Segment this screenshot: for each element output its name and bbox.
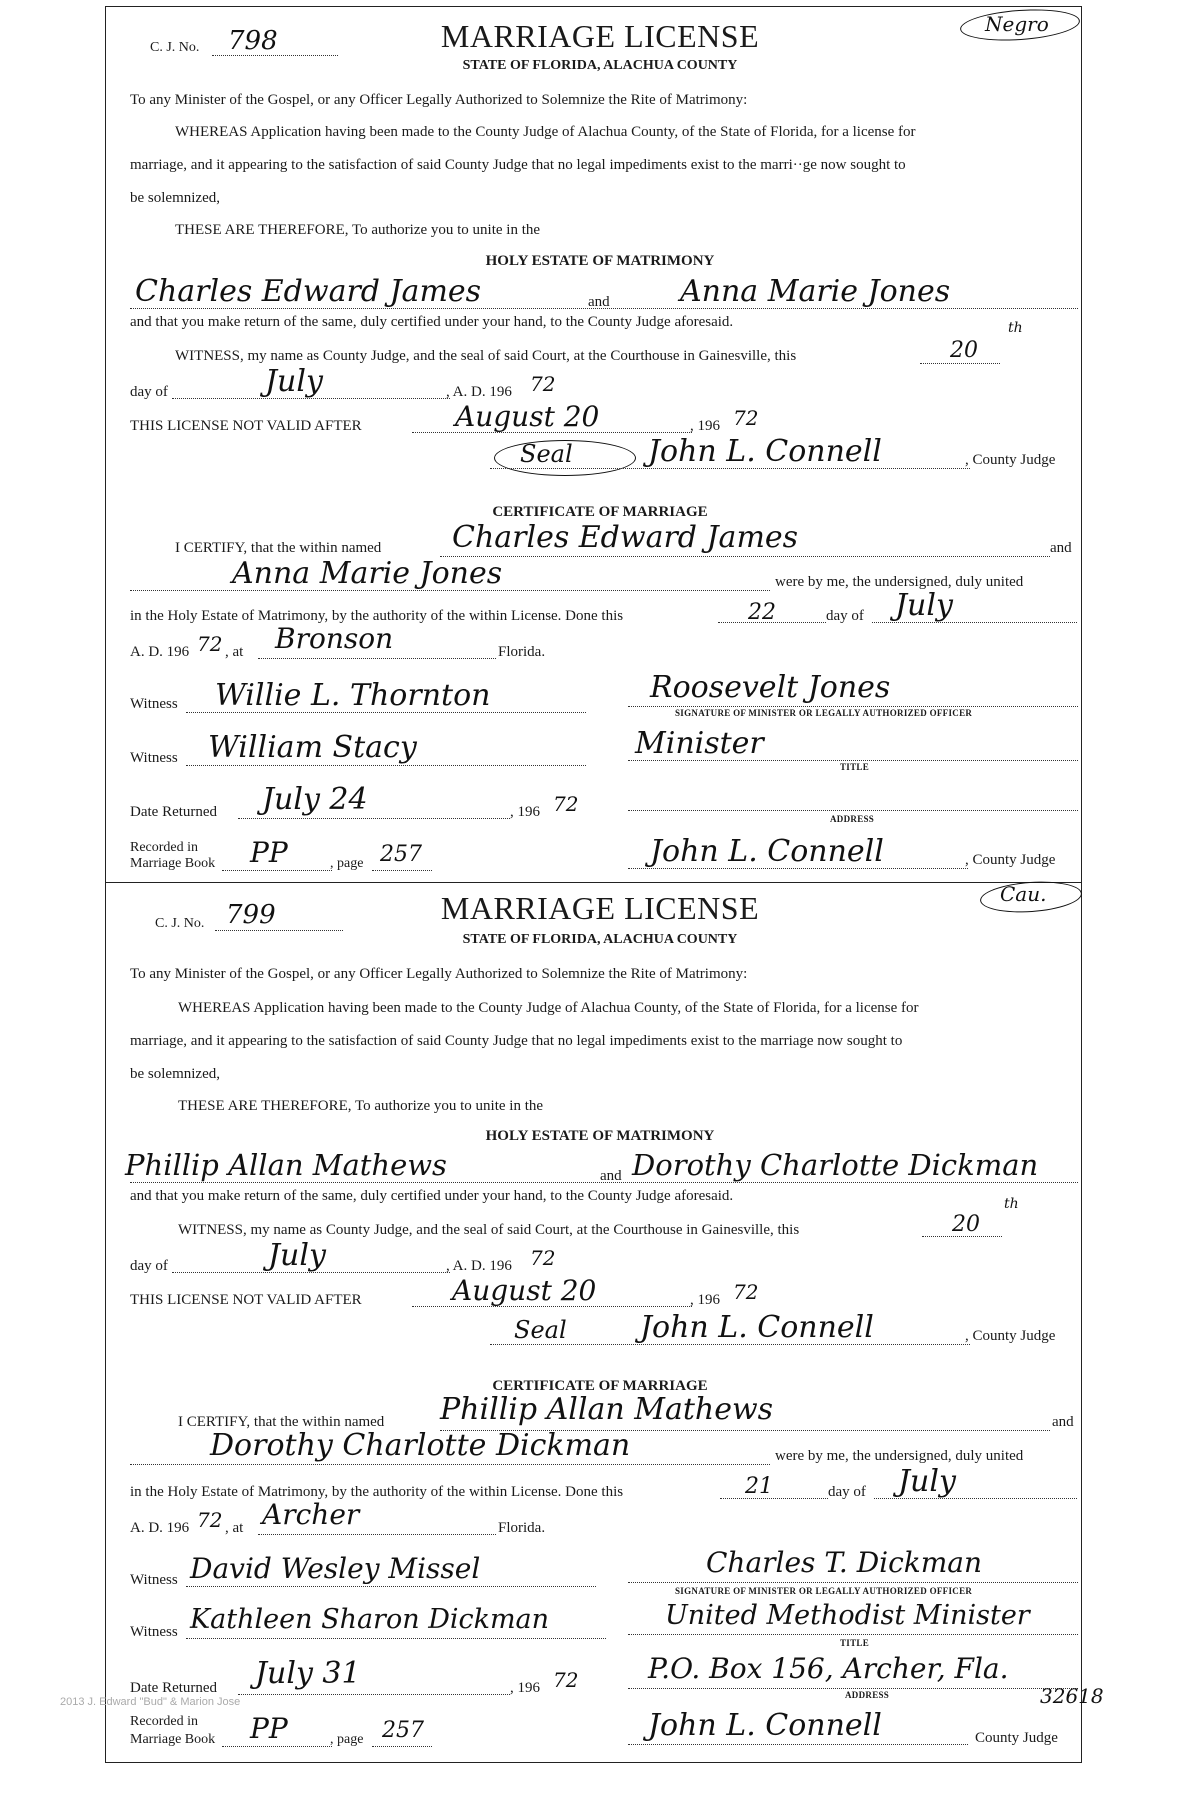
witness-line: WITNESS, my name as County Judge, and the seal of said Court, at the Courthouse in Gainesville, this — [175, 348, 797, 364]
judge-signature-2: John L. Connell — [650, 834, 884, 869]
done-day: 21 — [745, 1474, 773, 1499]
witness1-name: Willie L. Thornton — [215, 678, 491, 713]
seal-mark: Seal — [520, 440, 573, 468]
race-note: Negro — [985, 12, 1049, 36]
county-judge-label-2: County Judge — [975, 1730, 1058, 1746]
day-of-label: day of — [130, 384, 168, 400]
witness-day-suffix: th — [1004, 1196, 1019, 1212]
ceremony-place: Archer — [262, 1498, 360, 1531]
and-text: and — [600, 1168, 622, 1184]
race-note: Cau. — [1000, 882, 1047, 906]
cert-and: and — [1050, 540, 1072, 556]
not-valid-label: THIS LICENSE NOT VALID AFTER — [130, 1292, 362, 1308]
bride-name: Anna Marie Jones — [680, 274, 951, 309]
witness2-name: William Stacy — [208, 730, 417, 765]
witness1-label: Witness — [130, 1572, 178, 1588]
officer-address: P.O. Box 156, Archer, Fla. — [648, 1652, 1009, 1685]
therefore-line: THESE ARE THEREFORE, To authorize you to unite in the — [175, 222, 541, 238]
holy-estate-heading: HOLY ESTATE OF MATRIMONY — [485, 1128, 715, 1144]
witness-day: 20 — [952, 1212, 980, 1237]
signature-label: SIGNATURE OF MINISTER OR LEGALLY AUTHORIZED OFFICER — [675, 708, 973, 718]
date-returned: July 24 — [262, 782, 368, 817]
whereas-line-3: be solemnized, — [130, 190, 220, 206]
return-line: and that you make return of the same, duly certified under your hand, to the County Judge aforesaid. — [130, 314, 734, 330]
certify-line: I CERTIFY, that the within named — [178, 1414, 385, 1430]
witness-day-suffix: th — [1008, 320, 1023, 336]
marriage-book-label: Marriage Book — [130, 1732, 216, 1747]
county-judge-label-2: , County Judge — [965, 852, 1056, 868]
book-number: PP — [250, 1712, 288, 1745]
groom-name: Phillip Allan Mathews — [125, 1148, 447, 1182]
whereas-line-1: WHEREAS Application having been made to the County Judge of Alachua County, of the State of Florida, for a license for — [178, 1000, 919, 1016]
license-month: July — [268, 1238, 326, 1273]
done-year: 72 — [197, 1508, 223, 1532]
date-returned: July 31 — [255, 1656, 361, 1691]
and-text: and — [588, 294, 610, 310]
book-number: PP — [250, 836, 288, 869]
ad-done-label: A. D. 196 — [130, 644, 190, 660]
done-year: 72 — [197, 632, 223, 656]
cj-number: 799 — [226, 900, 276, 930]
cert-groom-name: Phillip Allan Mathews — [440, 1392, 774, 1427]
cert-bride-name: Anna Marie Jones — [232, 556, 503, 591]
license-title: MARRIAGE LICENSE — [440, 18, 760, 54]
officer-zip: 32618 — [1040, 1684, 1104, 1708]
copyright-watermark: 2013 J. Edward "Bud" & Marion Jose — [60, 1696, 241, 1708]
groom-name: Charles Edward James — [135, 274, 482, 309]
cert-and: and — [1052, 1414, 1074, 1430]
license-title: MARRIAGE LICENSE — [440, 890, 760, 926]
expiry-date: August 20 — [455, 400, 600, 433]
holy-estate-line: in the Holy Estate of Matrimony, by the authority of the within License. Done this — [130, 608, 624, 624]
certificate-heading: CERTIFICATE OF MARRIAGE — [492, 1378, 708, 1394]
witness1-name: David Wesley Missel — [190, 1552, 481, 1585]
cj-label: C. J. No. — [150, 40, 200, 55]
united-line: were by me, the undersigned, duly united — [775, 574, 1024, 590]
expiry-year-label: , 196 — [690, 418, 720, 434]
therefore-line: THESE ARE THEREFORE, To authorize you to unite in the — [178, 1098, 544, 1114]
officer-title: United Methodist Minister — [665, 1600, 1030, 1631]
page-label: , page — [330, 1732, 364, 1747]
day-of-label: day of — [130, 1258, 168, 1274]
addressee-line: To any Minister of the Gospel, or any Officer Legally Authorized to Solemnize the Rite of Matrimony: — [130, 92, 748, 108]
ad-done-label: A. D. 196 — [130, 1520, 190, 1536]
officer-signature: Roosevelt Jones — [650, 670, 891, 705]
whereas-line-3: be solemnized, — [130, 1066, 220, 1082]
county-judge-label: , County Judge — [965, 1328, 1056, 1344]
page-number: 257 — [380, 842, 422, 867]
done-day-of: day of — [826, 608, 864, 624]
title-label: TITLE — [840, 762, 870, 772]
cert-groom-name: Charles Edward James — [452, 520, 799, 555]
done-month: July — [895, 588, 953, 623]
holy-estate-line: in the Holy Estate of Matrimony, by the authority of the within License. Done this — [130, 1484, 624, 1500]
expiry-year-label: , 196 — [690, 1292, 720, 1308]
return-year-label: , 196 — [510, 1680, 540, 1696]
license-month: July — [265, 364, 323, 399]
page-label: , page — [330, 856, 364, 871]
license-year: 72 — [530, 372, 556, 396]
witness2-label: Witness — [130, 1624, 178, 1640]
witness1-label: Witness — [130, 696, 178, 712]
return-line: and that you make return of the same, duly certified under your hand, to the County Judge aforesaid. — [130, 1188, 734, 1204]
ceremony-place: Bronson — [275, 622, 394, 655]
cj-label: C. J. No. — [155, 916, 205, 931]
at-label: , at — [225, 1520, 244, 1536]
judge-signature: John L. Connell — [640, 1310, 874, 1345]
judge-signature-2: John L. Connell — [648, 1708, 882, 1743]
whereas-line-2: marriage, and it appearing to the satisfaction of said County Judge that no legal impediments exist to the marri··ge now sought to — [130, 157, 906, 173]
section-divider — [105, 882, 1082, 883]
whereas-line-2: marriage, and it appearing to the satisfaction of said County Judge that no legal impediments exist to the marriage now sought to — [130, 1033, 903, 1049]
witness2-name: Kathleen Sharon Dickman — [190, 1604, 550, 1635]
certificate-heading: CERTIFICATE OF MARRIAGE — [492, 504, 708, 520]
witness-line: WITNESS, my name as County Judge, and the seal of said Court, at the Courthouse in Gainesville, this — [178, 1222, 800, 1238]
license-subtitle: STATE OF FLORIDA, ALACHUA COUNTY — [462, 58, 738, 73]
marriage-book-label: Marriage Book — [130, 856, 216, 871]
cert-bride-name: Dorothy Charlotte Dickman — [210, 1428, 631, 1463]
license-year: 72 — [530, 1246, 556, 1270]
ad-label: , A. D. 196 — [446, 384, 512, 400]
return-year-label: , 196 — [510, 804, 540, 820]
officer-signature: Charles T. Dickman — [706, 1546, 983, 1579]
florida-label: Florida. — [498, 1520, 546, 1536]
officer-title: Minister — [635, 726, 764, 761]
witness-day: 20 — [950, 338, 978, 363]
expiry-year: 72 — [733, 1280, 759, 1304]
recorded-in-label: Recorded in — [130, 840, 199, 855]
date-returned-label: Date Returned — [130, 1680, 218, 1696]
bride-name: Dorothy Charlotte Dickman — [632, 1148, 1039, 1182]
return-year: 72 — [553, 1668, 579, 1692]
address-label: ADDRESS — [845, 1690, 890, 1700]
judge-signature: John L. Connell — [648, 434, 882, 469]
witness2-label: Witness — [130, 750, 178, 766]
expiry-date: August 20 — [452, 1274, 597, 1307]
date-returned-label: Date Returned — [130, 804, 218, 820]
title-label: TITLE — [840, 1638, 870, 1648]
done-month: July — [898, 1464, 956, 1499]
done-day-of: day of — [828, 1484, 866, 1500]
at-label: , at — [225, 644, 244, 660]
united-line: were by me, the undersigned, duly united — [775, 1448, 1024, 1464]
county-judge-label: , County Judge — [965, 452, 1056, 468]
ad-label: , A. D. 196 — [446, 1258, 512, 1274]
recorded-in-label: Recorded in — [130, 1714, 199, 1729]
holy-estate-heading: HOLY ESTATE OF MATRIMONY — [485, 253, 715, 269]
not-valid-label: THIS LICENSE NOT VALID AFTER — [130, 418, 362, 434]
done-day: 22 — [748, 600, 776, 625]
address-label: ADDRESS — [830, 814, 875, 824]
expiry-year: 72 — [733, 406, 759, 430]
florida-label: Florida. — [498, 644, 546, 660]
signature-label: SIGNATURE OF MINISTER OR LEGALLY AUTHORIZED OFFICER — [675, 1586, 973, 1596]
certify-line: I CERTIFY, that the within named — [175, 540, 382, 556]
seal-mark: Seal — [514, 1316, 567, 1344]
return-year: 72 — [553, 792, 579, 816]
page-number: 257 — [382, 1718, 424, 1743]
addressee-line: To any Minister of the Gospel, or any Officer Legally Authorized to Solemnize the Rite of Matrimony: — [130, 966, 748, 982]
whereas-line-1: WHEREAS Application having been made to the County Judge of Alachua County, of the State of Florida, for a license for — [175, 124, 916, 140]
cj-number: 798 — [228, 26, 278, 56]
license-subtitle: STATE OF FLORIDA, ALACHUA COUNTY — [462, 932, 738, 947]
